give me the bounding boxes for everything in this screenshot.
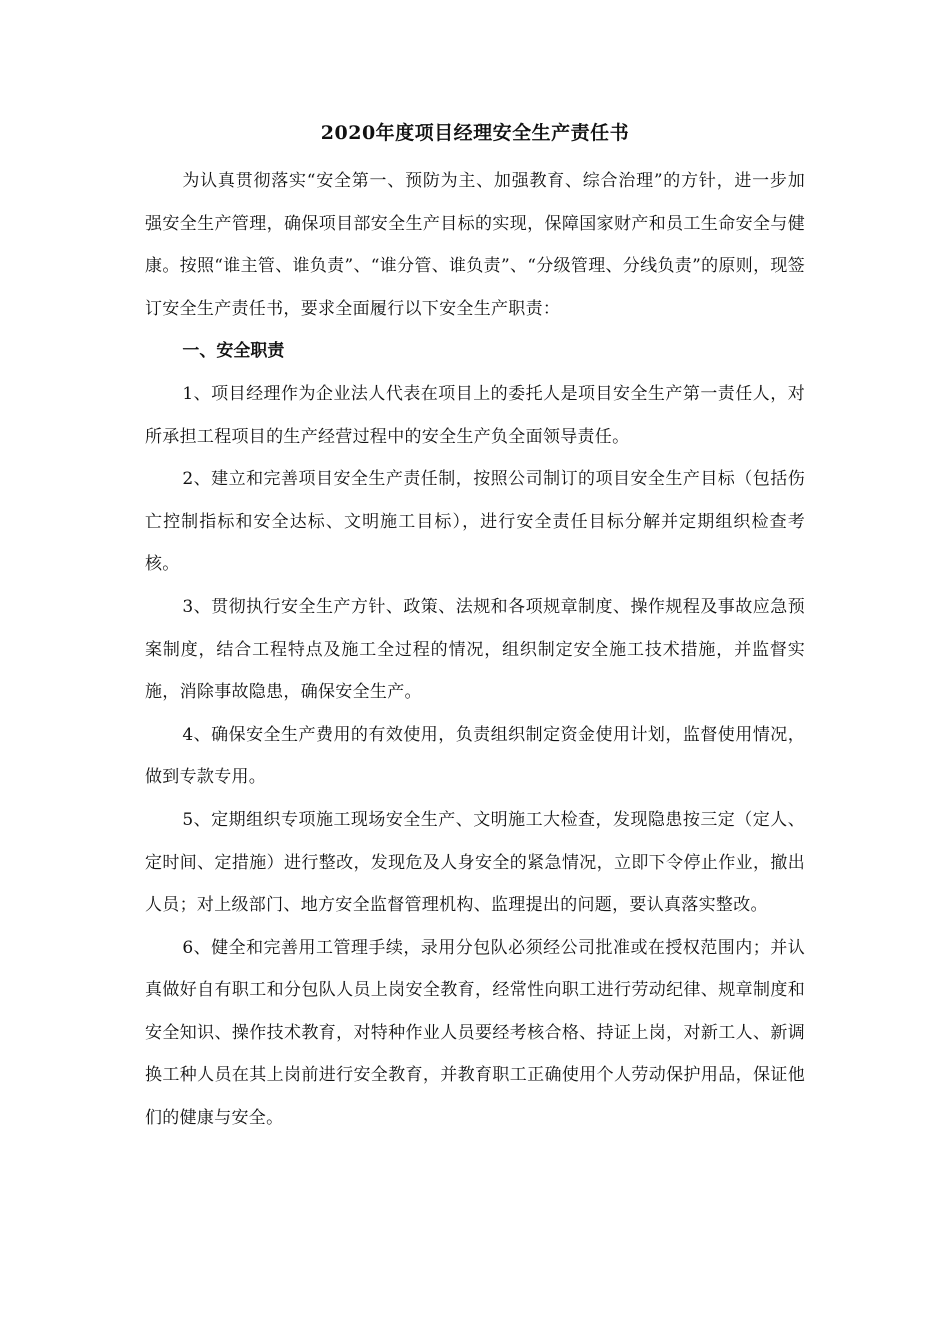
document-title: 2020年度项目经理安全生产责任书 (320, 122, 630, 144)
duty-item-6: 6、健全和完善用工管理手续，录用分包队必须经公司批准或在授权范围内；并认真做好自有职工和分包队人员上岗安全教育，经常性向职工进行劳动纪律、规章制度和安全知识、操作技术教育，对特种作业人员要经考核合格、持证上岗，对新工人、新调换工种人员在其上岗前进行安全教育，并教育职工正确使用个人劳动保护用品，保证他们的健康与安全。 (145, 937, 805, 1129)
document-page (145, 118, 805, 1140)
duty-item-5: 5、定期组织专项施工现场安全生产、文明施工大检查，发现隐患按三定（定人、定时间、定措施）进行整改，发现危及人身安全的紧急情况，立即下令停止作业，撤出人员；对上级部门、地方安全监督管理机构、监理提出的问题，要认真落实整改。 (145, 809, 805, 916)
duty-item-1: 1、项目经理作为企业法人代表在项目上的委托人是项目安全生产第一责任人，对所承担工程项目的生产经营过程中的安全生产负全面领导责任。 (145, 383, 805, 447)
section-heading-safety-duties: 一、安全职责 (182, 341, 285, 362)
duty-item-4: 4、确保安全生产费用的有效使用，负责组织制定资金使用计划，监督使用情况，做到专款专用。 (145, 724, 805, 788)
duty-item-3: 3、贯彻执行安全生产方针、政策、法规和各项规章制度、操作规程及事故应急预案制度，结合工程特点及施工全过程的情况，组织制定安全施工技术措施，并监督实施，消除事故隐患，确保安全生产。 (145, 596, 805, 703)
duty-item-2: 2、建立和完善项目安全生产责任制，按照公司制订的项目安全生产目标（包括伤亡控制指标和安全达标、文明施工目标），进行安全责任目标分解并定期组织检查考核。 (145, 469, 805, 575)
intro-paragraph: 为认真贯彻落实“安全第一、预防为主、加强教育、综合治理”的方针，进一步加强安全生产管理，确保项目部安全生产目标的实现，保障国家财产和员工生命安全与健康。按照“谁主管、谁负责”、“谁分管、谁负责”、“分级管理、分线负责”的原则，现签订安全生产责任书，要求全面履行以下安全生产职责： (145, 171, 805, 319)
